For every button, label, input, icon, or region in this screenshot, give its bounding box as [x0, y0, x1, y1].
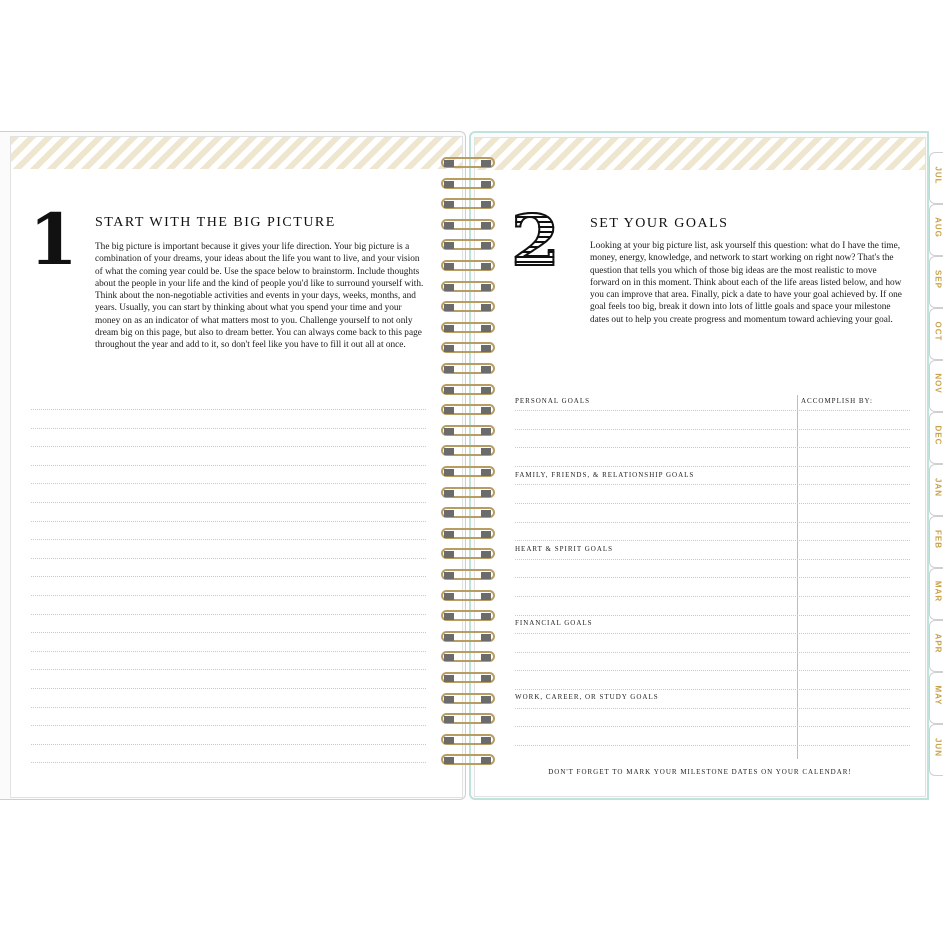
writing-line: [31, 483, 426, 484]
step-number-2: 2: [511, 199, 560, 282]
left-heading: START WITH THE BIG PICTURE: [95, 215, 336, 230]
spiral-coil: [441, 198, 497, 212]
goal-line: [515, 596, 910, 597]
writing-line: [31, 446, 426, 447]
month-tab-aug[interactable]: AUG: [929, 204, 943, 256]
spiral-coil: [441, 404, 497, 418]
spiral-coil: [441, 239, 497, 253]
writing-line: [31, 428, 426, 429]
writing-line: [31, 688, 426, 689]
month-tab-may[interactable]: MAY: [929, 672, 943, 724]
spiral-coil: [441, 260, 497, 274]
spiral-coil: [441, 569, 497, 583]
decorative-stripe-band: [11, 137, 462, 169]
month-tab-oct[interactable]: OCT: [929, 308, 943, 360]
month-tab-jan[interactable]: JAN: [929, 464, 943, 516]
goal-line: [515, 652, 910, 653]
decorative-stripe-band: [475, 138, 925, 170]
accomplish-by-label: ACCOMPLISH BY:: [801, 397, 873, 405]
writing-line: [31, 707, 426, 708]
goal-line: [515, 708, 910, 709]
spiral-coil: [441, 693, 497, 707]
spiral-coil: [441, 322, 497, 336]
month-tab-feb[interactable]: FEB: [929, 516, 943, 568]
goal-line: [515, 559, 910, 560]
spiral-coil: [441, 219, 497, 233]
spiral-coil: [441, 178, 497, 192]
spiral-coil: [441, 363, 497, 377]
goal-line: [515, 410, 910, 411]
spiral-coil: [441, 651, 497, 665]
goal-section-personal: PERSONAL GOALS: [515, 397, 590, 405]
writing-line: [31, 669, 426, 670]
writing-line: [31, 558, 426, 559]
left-paragraph: The big picture is important because it gives your life direction. Your big picture is a combination of your dreams, your ideas about the life you want to live, and your vision of what the coming year could be. Use the space below to brainstorm. Include thoughts about the people in your life and the kind of people you'd like to surround yourself with. Think about the non-negotiable activities and events in your days, weeks, months, and years. Usually, you can start by thinking about what you spend your time and your money on as an indicator of what matters most to you. Challenge yourself to not only dream big on this page, but also to dream better. You can always come back to this page throughout the year and add to it, so don't feel like you have to fill it out all at once.: [95, 242, 424, 351]
goal-line: [515, 447, 910, 448]
goal-line: [515, 522, 910, 523]
footer-note: DON'T FORGET TO MARK YOUR MILESTONE DATES ON YOUR CALENDAR!: [548, 768, 852, 776]
spiral-coil: [441, 590, 497, 604]
writing-line: [31, 502, 426, 503]
goal-line: [515, 466, 910, 467]
spiral-coil: [441, 548, 497, 562]
spiral-coil: [441, 528, 497, 542]
left-planner-page: [0, 131, 466, 800]
writing-line: [31, 539, 426, 540]
spiral-coil: [441, 734, 497, 748]
writing-line: [31, 725, 426, 726]
spiral-coil: [441, 342, 497, 356]
goal-line: [515, 484, 910, 485]
month-tab-jul[interactable]: JUL: [929, 152, 943, 204]
writing-line: [31, 576, 426, 577]
month-tab-mar[interactable]: MAR: [929, 568, 943, 620]
spiral-coil: [441, 672, 497, 686]
spiral-coil: [441, 507, 497, 521]
writing-line: [31, 632, 426, 633]
writing-line: [31, 651, 426, 652]
writing-line: [31, 521, 426, 522]
writing-line: [31, 762, 426, 763]
goal-section-financial: FINANCIAL GOALS: [515, 619, 593, 627]
spiral-coil: [441, 610, 497, 624]
goal-section-family: FAMILY, FRIENDS, & RELATIONSHIP GOALS: [515, 471, 695, 479]
goal-section-work: WORK, CAREER, OR STUDY GOALS: [515, 693, 659, 701]
goal-line: [515, 670, 910, 671]
left-page-sheet: [10, 136, 463, 798]
goal-section-heart: HEART & SPIRIT GOALS: [515, 545, 614, 553]
month-tab-nov[interactable]: NOV: [929, 360, 943, 412]
month-tab-sep[interactable]: SEP: [929, 256, 943, 308]
goal-line: [515, 633, 910, 634]
writing-line: [31, 595, 426, 596]
month-tab-dec[interactable]: DEC: [929, 412, 943, 464]
right-planner-page: [469, 131, 929, 800]
goal-line: [515, 726, 910, 727]
month-tab-jun[interactable]: JUN: [929, 724, 943, 776]
goal-line: [515, 577, 910, 578]
spiral-coil: [441, 301, 497, 315]
writing-line: [31, 465, 426, 466]
right-page-sheet: [474, 137, 926, 797]
spiral-coil: [441, 466, 497, 480]
right-heading: SET YOUR GOALS: [590, 216, 729, 231]
step-number-1: 1: [29, 198, 78, 281]
spiral-coil: [441, 384, 497, 398]
goal-line: [515, 745, 910, 746]
writing-line: [31, 744, 426, 745]
goal-line: [515, 429, 910, 430]
writing-line: [31, 614, 426, 615]
spiral-coil: [441, 713, 497, 727]
goal-line: [515, 615, 910, 616]
writing-line: [31, 409, 426, 410]
spiral-coil: [441, 445, 497, 459]
spiral-coil: [441, 487, 497, 501]
goal-line: [515, 689, 910, 690]
spiral-coil: [441, 425, 497, 439]
goal-line: [515, 503, 910, 504]
month-tab-apr[interactable]: APR: [929, 620, 943, 672]
spiral-coil: [441, 281, 497, 295]
right-paragraph: Looking at your big picture list, ask yourself this question: what do I have the time, money, energy, knowledge, and network to start working on right now? That's the question that tells you which of those big ideas are the most realistic to move forward on in this moment. Think about each of the life areas listed below, and how you can improve that area. Finally, pick a date to have your goal achieved by. If one goal feels too big, break it down into lots of little goals and space your milestone dates out to help you create progress and momentum toward achieving your goal.: [590, 241, 902, 325]
spiral-coil: [441, 754, 497, 768]
goal-line: [515, 540, 910, 541]
spiral-coil: [441, 157, 497, 171]
spiral-coil: [441, 631, 497, 645]
